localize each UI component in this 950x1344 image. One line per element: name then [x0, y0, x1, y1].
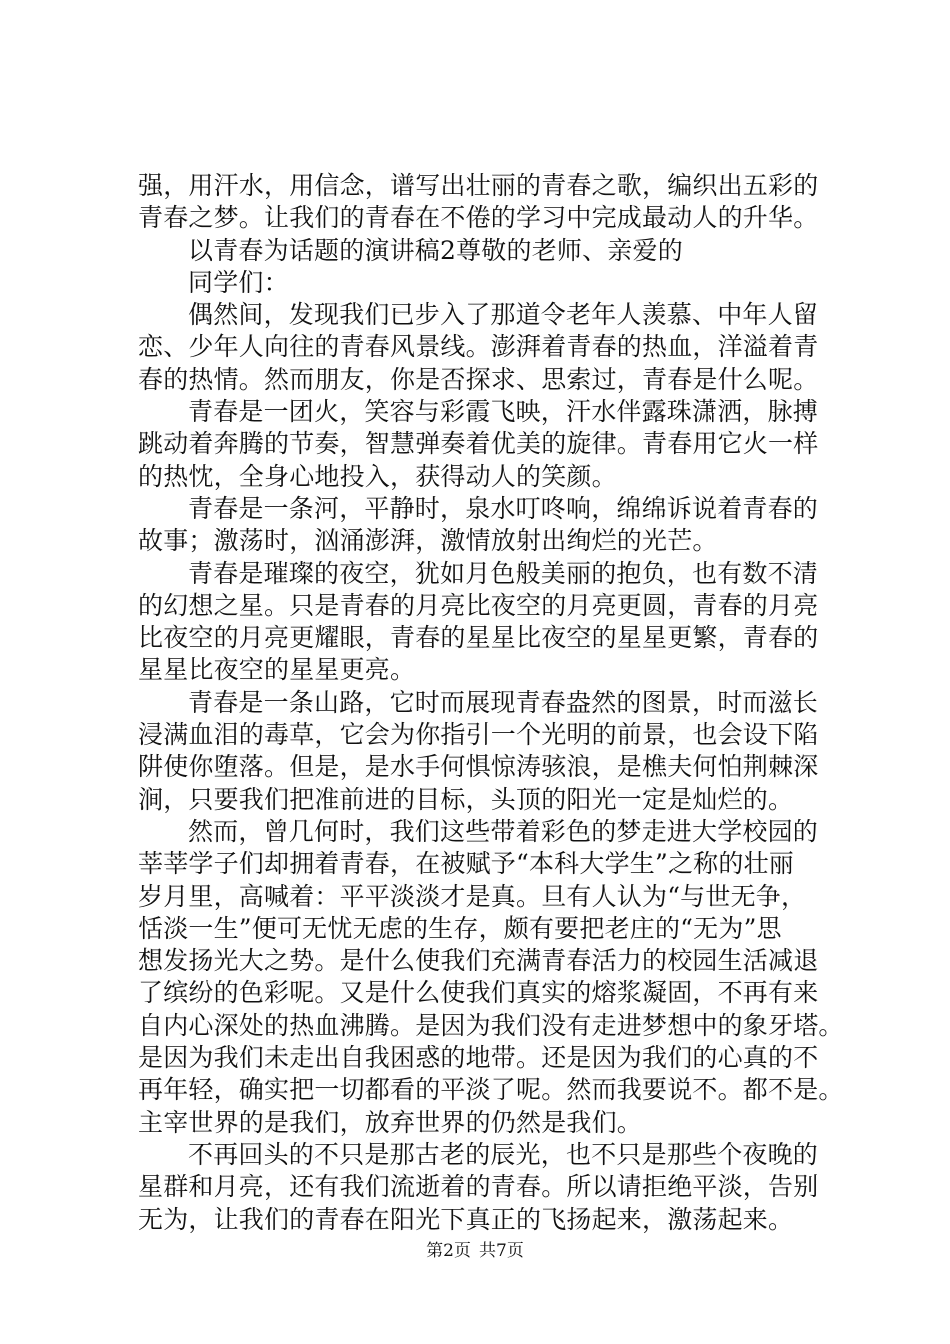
text-line: 是因为我们未走出自我困惑的地带。还是因为我们的心真的不: [138, 1043, 819, 1073]
text-line: 以青春为话题的演讲稿2尊敬的老师、亲爱的: [188, 235, 683, 265]
text-line: 岁月里，高喊着：平平淡淡才是真。旦有人认为“与世无争，: [138, 881, 807, 911]
text-line: 自内心深处的热血沸腾。是因为我们没有走进梦想中的象牙塔。: [138, 1010, 844, 1040]
text-line: 青春是一条河，平静时，泉水叮咚响，绵绵诉说着青春的: [188, 493, 819, 523]
text-line: 青春是璀璨的夜空，犹如月色般美丽的抱负，也有数不清: [188, 558, 819, 588]
text-line: 青春之梦。让我们的青春在不倦的学习中完成最动人的升华。: [138, 203, 819, 233]
page-total: 共7页: [479, 1241, 524, 1261]
text-line: 涧，只要我们把准前进的目标，头顶的阳光一定是灿烂的。: [138, 784, 794, 814]
text-line: 想发扬光大之势。是什么使我们充满青春活力的校园生活减退: [138, 946, 819, 976]
text-line: 阱使你堕落。但是，是水手何惧惊涛骇浪，是樵夫何怕荆棘深: [138, 752, 819, 782]
text-line: 浸满血泪的毒草，它会为你指引一个光明的前景，也会设下陷: [138, 720, 819, 750]
document-body: [138, 170, 844, 1236]
text-line: 偶然间，发现我们已步入了那道令老年人羡慕、中年人留: [188, 300, 819, 330]
text-line: 同学们：: [188, 267, 289, 297]
page-number: 第2页: [426, 1241, 471, 1261]
text-line: 恋、少年人向往的青春风景线。澎湃着青春的热血，洋溢着青: [138, 332, 819, 362]
text-line: 春的热情。然而朋友，你是否探求、思索过，青春是什么呢。: [138, 364, 819, 394]
text-line: 跳动着奔腾的节奏，智慧弹奏着优美的旋律。青春用它火一样: [138, 429, 819, 459]
text-line: 星星比夜空的星星更亮。: [138, 655, 416, 685]
text-line: 比夜空的月亮更耀眼，青春的星星比夜空的星星更繁，青春的: [138, 623, 819, 653]
text-line: 然而，曾几何时，我们这些带着彩色的梦走进大学校园的: [188, 816, 819, 846]
text-line: 莘莘学子们却拥着青春，在被赋予“本科大学生”之称的壮丽: [138, 849, 794, 879]
text-line: 主宰世界的是我们，放弃世界的仍然是我们。: [138, 1107, 643, 1137]
text-line: 青春是一团火，笑容与彩霞飞映，汗水伴露珠潇洒，脉搏: [188, 397, 819, 427]
text-line: 故事；激荡时，汹涌澎湃，激情放射出绚烂的光芒。: [138, 526, 718, 556]
text-line: 恬淡一生”便可无忧无虑的生存，颇有要把老庄的“无为”思: [138, 913, 782, 943]
text-line: 的幻想之星。只是青春的月亮比夜空的月亮更圆，青春的月亮: [138, 590, 819, 620]
text-line: 了缤纷的色彩呢。又是什么使我们真实的熔浆凝固，不再有来: [138, 978, 819, 1008]
text-line: 青春是一条山路，它时而展现青春盎然的图景，时而滋长: [188, 687, 819, 717]
page-footer: [0, 1240, 950, 1262]
text-line: 无为，让我们的青春在阳光下真正的飞扬起来，激荡起来。: [138, 1204, 794, 1234]
text-line: 不再回头的不只是那古老的辰光，也不只是那些个夜晚的: [188, 1139, 819, 1169]
text-line: 的热忱，全身心地投入，获得动人的笑颜。: [138, 461, 617, 491]
text-line: 星群和月亮，还有我们流逝着的青春。所以请拒绝平淡，告别: [138, 1172, 819, 1202]
text-line: 再年轻，确实把一切都看的平淡了呢。然而我要说不。都不是。: [138, 1075, 844, 1105]
text-line: 强，用汗水，用信念，谱写出壮丽的青春之歌，编织出五彩的: [138, 171, 819, 200]
